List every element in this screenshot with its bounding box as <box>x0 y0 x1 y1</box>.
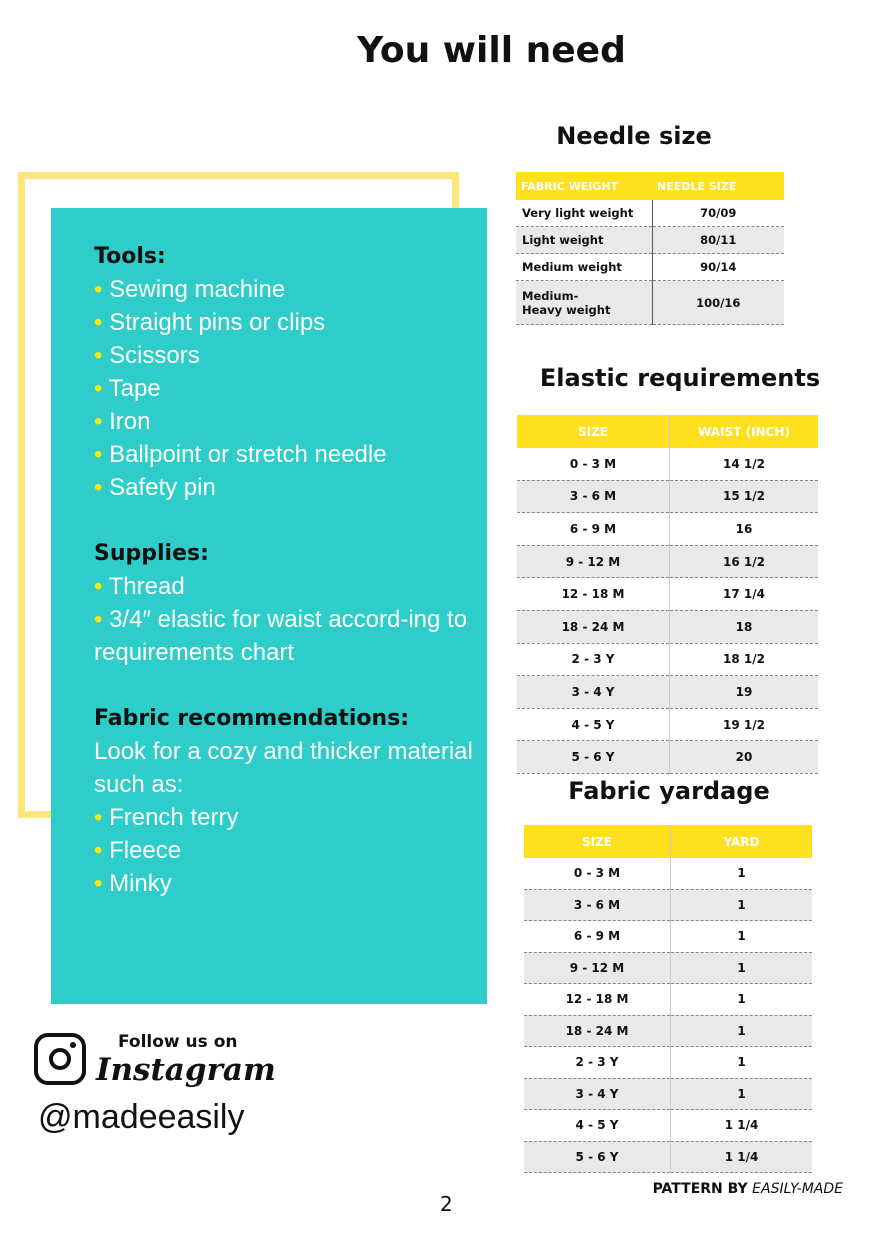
fabric-reco-heading: Fabric recommendations: <box>94 706 410 731</box>
page-title: You will need <box>357 30 626 71</box>
table-cell: 5 - 6 Y <box>524 1141 671 1173</box>
tools-list <box>94 273 474 504</box>
table-cell: 1 1/4 <box>671 1141 813 1173</box>
instagram-icon <box>34 1033 86 1085</box>
table-cell: 18 <box>670 610 819 643</box>
table-row <box>516 254 784 281</box>
table-cell: 1 <box>671 952 813 984</box>
column-header: WAIST (INCH) <box>670 415 819 448</box>
table-cell: 6 - 9 M <box>524 921 671 953</box>
yardage-table <box>524 825 812 1173</box>
table-row <box>516 227 784 254</box>
page-number: 2 <box>440 1192 453 1216</box>
table-cell: 2 - 3 Y <box>524 1047 671 1079</box>
table-row <box>524 1141 812 1173</box>
list-item: • French terry <box>94 801 474 834</box>
follow-text: Follow us on <box>118 1032 238 1052</box>
table-cell: 1 <box>671 1047 813 1079</box>
list-item: • Ballpoint or stretch needle <box>94 438 474 471</box>
table-row <box>524 889 812 921</box>
table-row <box>524 1110 812 1142</box>
table-cell: 18 1/2 <box>670 643 819 676</box>
column-header: NEEDLE SIZE <box>652 172 784 200</box>
credit-prefix: PATTERN BY <box>652 1181 748 1197</box>
pattern-credit <box>653 1181 843 1197</box>
table-cell: 20 <box>670 741 819 774</box>
table-cell: 16 <box>670 513 819 546</box>
table-row <box>517 545 818 578</box>
list-item: • 3/4″ elastic for waist accord-ing to requirements chart <box>94 603 474 669</box>
table-cell: 4 - 5 Y <box>517 708 670 741</box>
table-row <box>524 921 812 953</box>
list-item: • Safety pin <box>94 471 474 504</box>
table-row <box>524 984 812 1016</box>
table-row <box>516 281 784 325</box>
table-cell: 3 - 6 M <box>517 480 670 513</box>
table-cell: 1 <box>671 984 813 1016</box>
table-row <box>524 952 812 984</box>
list-item: • Tape <box>94 372 474 405</box>
instagram-wordmark: Instagram <box>96 1052 276 1088</box>
table-cell: 14 1/2 <box>670 448 819 480</box>
table-cell: 18 - 24 M <box>524 1015 671 1047</box>
table-row <box>517 643 818 676</box>
table-cell: 3 - 4 Y <box>524 1078 671 1110</box>
list-item: • Fleece <box>94 834 474 867</box>
table-cell: 80/11 <box>652 227 784 254</box>
table-cell: 17 1/4 <box>670 578 819 611</box>
table-cell: 1 <box>671 1078 813 1110</box>
list-item: • Iron <box>94 405 474 438</box>
column-header: FABRIC WEIGHT <box>516 172 652 200</box>
table-row <box>517 741 818 774</box>
table-row <box>517 610 818 643</box>
table-cell: 5 - 6 Y <box>517 741 670 774</box>
column-header: YARD <box>671 825 813 858</box>
list-item: • Sewing machine <box>94 273 474 306</box>
table-cell: 2 - 3 Y <box>517 643 670 676</box>
table-cell: 1 1/4 <box>671 1110 813 1142</box>
elastic-table <box>517 415 818 774</box>
fabric-reco-intro: Look for a cozy and thicker material such as: <box>94 738 473 798</box>
table-row <box>517 578 818 611</box>
table-cell: 9 - 12 M <box>517 545 670 578</box>
table-cell: 16 1/2 <box>670 545 819 578</box>
needle-title: Needle size <box>556 122 712 150</box>
table-cell: 19 1/2 <box>670 708 819 741</box>
table-row <box>517 708 818 741</box>
table-cell: Medium weight <box>516 254 652 281</box>
table-cell: 12 - 18 M <box>517 578 670 611</box>
tools-heading: Tools: <box>94 244 166 269</box>
table-cell: 4 - 5 Y <box>524 1110 671 1142</box>
table-row <box>516 200 784 227</box>
table-cell: 100/16 <box>652 281 784 325</box>
table-row <box>517 448 818 480</box>
table-cell: 0 - 3 M <box>524 858 671 889</box>
table-row <box>517 480 818 513</box>
list-item: • Scissors <box>94 339 474 372</box>
table-cell: 18 - 24 M <box>517 610 670 643</box>
table-cell: Medium- Heavy weight <box>516 281 652 325</box>
table-cell: 1 <box>671 921 813 953</box>
table-cell: 70/09 <box>652 200 784 227</box>
table-row <box>524 1047 812 1079</box>
yardage-title: Fabric yardage <box>568 777 770 805</box>
list-item: • Thread <box>94 570 474 603</box>
credit-name: EASILY-MADE <box>752 1181 843 1197</box>
supplies-list <box>94 570 474 669</box>
table-cell: 0 - 3 M <box>517 448 670 480</box>
elastic-title: Elastic requirements <box>539 364 821 392</box>
table-cell: Light weight <box>516 227 652 254</box>
table-cell: 15 1/2 <box>670 480 819 513</box>
table-cell: 3 - 6 M <box>524 889 671 921</box>
needle-table <box>516 172 784 325</box>
column-header: SIZE <box>524 825 671 858</box>
table-cell: 1 <box>671 1015 813 1047</box>
table-cell: 19 <box>670 676 819 709</box>
table-cell: 6 - 9 M <box>517 513 670 546</box>
materials-list <box>94 240 474 900</box>
list-item: • Minky <box>94 867 474 900</box>
table-row <box>517 676 818 709</box>
table-cell: 1 <box>671 889 813 921</box>
list-item: • Straight pins or clips <box>94 306 474 339</box>
table-cell: 9 - 12 M <box>524 952 671 984</box>
column-header: SIZE <box>517 415 670 448</box>
table-row <box>524 1078 812 1110</box>
table-cell: Very light weight <box>516 200 652 227</box>
fabric-list <box>94 801 474 900</box>
table-row <box>524 1015 812 1047</box>
table-row <box>524 858 812 889</box>
table-cell: 90/14 <box>652 254 784 281</box>
table-cell: 12 - 18 M <box>524 984 671 1016</box>
table-row <box>517 513 818 546</box>
table-cell: 3 - 4 Y <box>517 676 670 709</box>
supplies-heading: Supplies: <box>94 541 209 566</box>
table-cell: 1 <box>671 858 813 889</box>
instagram-handle: @madeeasily <box>38 1098 245 1136</box>
